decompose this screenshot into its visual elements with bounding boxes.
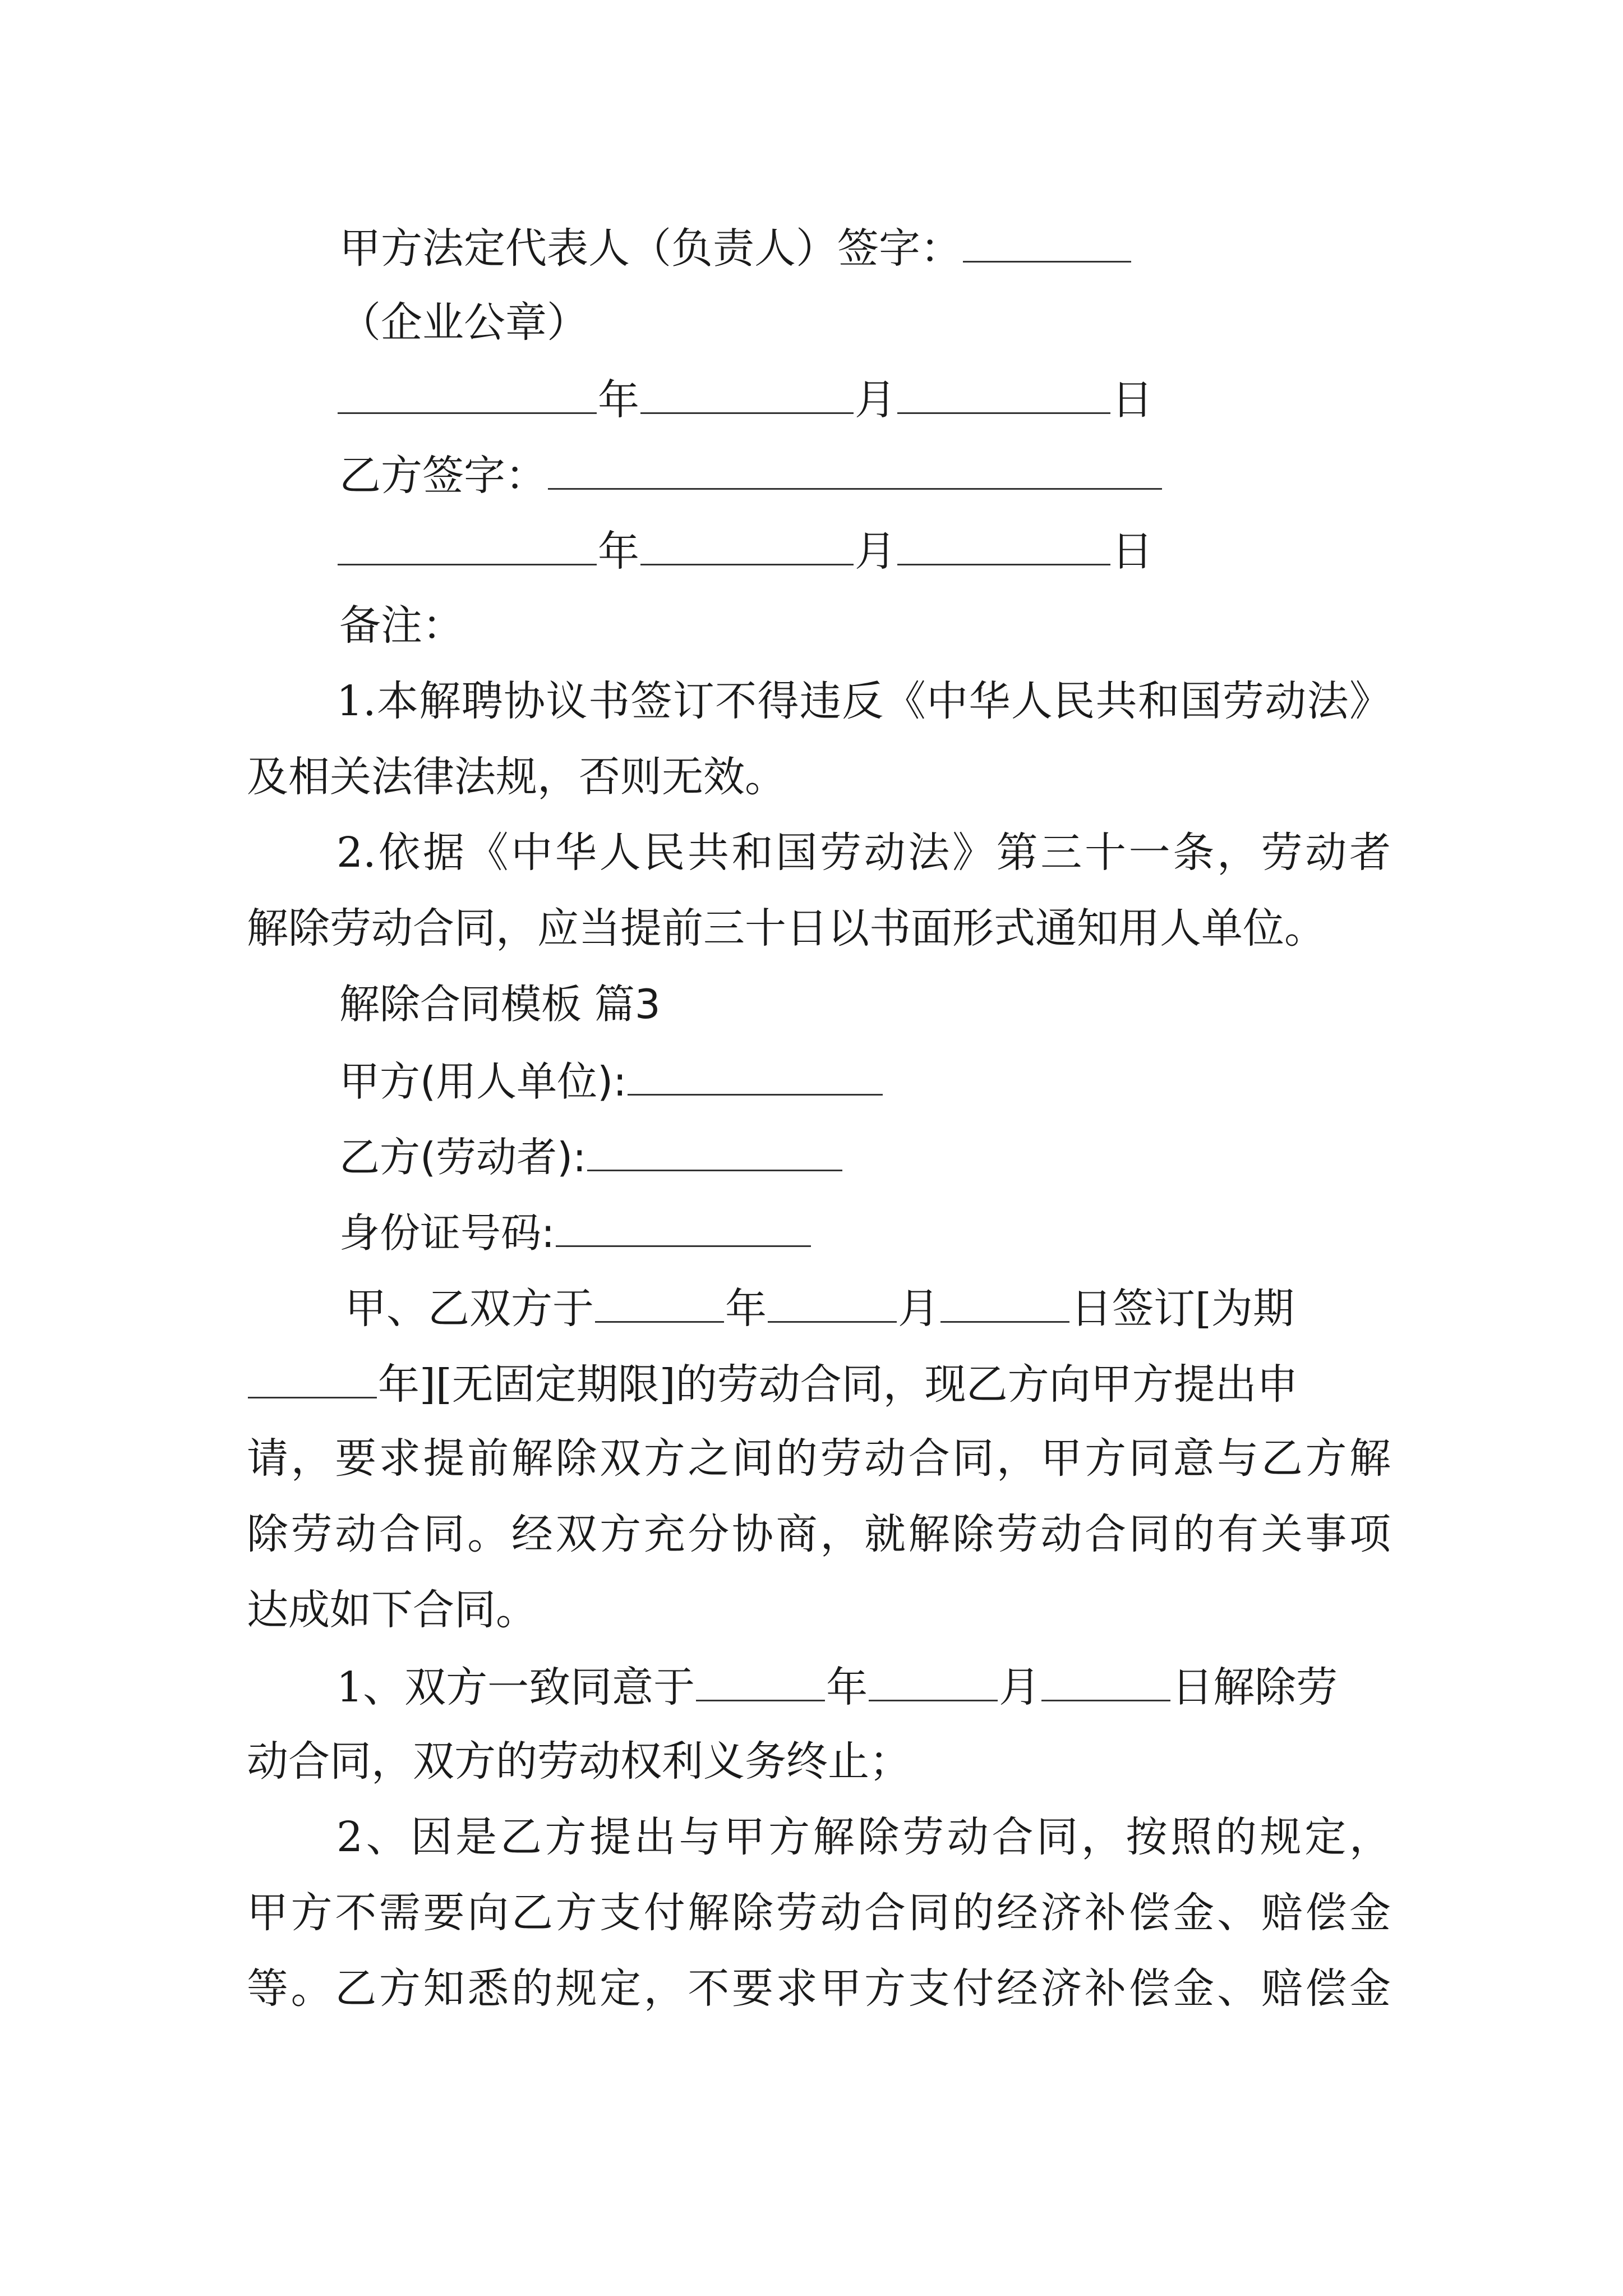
year-label: 年 <box>598 527 639 576</box>
note-item-2-line-1: 2.依据《中华人民共和国劳动法》第三十一条，劳动者 <box>336 829 1391 877</box>
party-b-signature-line <box>339 449 1163 501</box>
clause-2-line-2: 甲方不需要向乙方支付解除劳动合同的经济补偿金、赔偿金 <box>247 1889 1391 1937</box>
terminate-year-blank[interactable] <box>696 1660 825 1701</box>
legal-rep-signature-label: 甲方法定代表人（负责人）签字： <box>339 224 962 273</box>
legal-rep-signature-line <box>339 222 1132 274</box>
intro-line-5: 达成如下合同。 <box>247 1586 537 1634</box>
terminate-year-label: 年 <box>826 1663 868 1711</box>
intro-line-1 <box>345 1282 1294 1334</box>
terminate-month-label: 月 <box>999 1663 1041 1711</box>
notes-title: 备注： <box>339 601 464 650</box>
clause-1-line-1 <box>336 1660 1338 1713</box>
intro-start-text: 甲、乙双方于 <box>345 1285 594 1333</box>
year-blank[interactable] <box>338 373 597 414</box>
term-years-blank[interactable] <box>248 1358 377 1398</box>
party-b-line <box>339 1130 843 1182</box>
clause-1-line-2: 动合同，双方的劳动权利义务终止； <box>247 1737 911 1786</box>
sign-month-blank[interactable] <box>768 1282 897 1323</box>
sign-year-blank[interactable] <box>595 1282 724 1323</box>
intro-line-4: 除劳动合同。经双方充分协商，就解除劳动合同的有关事项 <box>247 1510 1391 1558</box>
intro-line-2 <box>247 1358 1298 1410</box>
sign-day-blank[interactable] <box>940 1282 1069 1323</box>
party-b-label: 乙方(劳动者): <box>339 1134 587 1181</box>
sign-year-label: 年 <box>725 1285 767 1333</box>
day-label: 日 <box>1112 527 1153 576</box>
party-b-blank[interactable] <box>587 1130 842 1171</box>
month-blank[interactable] <box>640 373 854 414</box>
note-item-1-line-2: 及相关法律法规，否则无效。 <box>247 753 786 801</box>
id-number-blank[interactable] <box>556 1206 811 1247</box>
note-item-1-line-1: 1.本解聘协议书签订不得违反《中华人民共和国劳动法》 <box>336 677 1391 725</box>
day-label: 日 <box>1112 376 1153 424</box>
legal-rep-signature-blank[interactable] <box>963 222 1131 263</box>
id-number-line <box>339 1206 812 1258</box>
clause-1-rest-text: 日解除劳 <box>1172 1663 1338 1711</box>
day-blank[interactable] <box>897 373 1110 414</box>
date-line-party-a <box>336 373 1153 425</box>
note-item-2-line-2: 解除劳动合同，应当提前三十日以书面形式通知用人单位。 <box>247 904 1326 953</box>
clause-2-line-3: 等。乙方知悉的规定，不要求甲方支付经济补偿金、赔偿金 <box>247 1964 1391 2013</box>
company-seal-label: （企业公章） <box>339 298 588 347</box>
terminate-day-blank[interactable] <box>1041 1660 1170 1701</box>
sign-month-label: 月 <box>898 1285 939 1333</box>
sign-day-rest-text: 日签订[为期 <box>1071 1285 1294 1333</box>
section-heading: 解除合同模板 篇3 <box>339 981 661 1028</box>
month-label: 月 <box>855 527 896 576</box>
party-a-label: 甲方(用人单位): <box>339 1058 627 1105</box>
intro-line-3: 请，要求提前解除双方之间的劳动合同，甲方同意与乙方解 <box>247 1434 1391 1483</box>
month-blank[interactable] <box>640 524 854 565</box>
party-a-line <box>339 1055 884 1107</box>
party-b-signature-blank[interactable] <box>548 449 1162 490</box>
year-blank[interactable] <box>338 524 597 565</box>
day-blank[interactable] <box>897 524 1110 565</box>
id-number-label: 身份证号码: <box>339 1209 555 1257</box>
year-label: 年 <box>598 376 639 424</box>
intro-line-2-text: 年][无固定期限]的劳动合同，现乙方向甲方提出申 <box>378 1360 1298 1409</box>
party-a-blank[interactable] <box>628 1055 883 1096</box>
clause-1-start-text: 1、双方一致同意于 <box>336 1663 695 1711</box>
terminate-month-blank[interactable] <box>869 1660 998 1701</box>
clause-2-line-1: 2、因是乙方提出与甲方解除劳动合同，按照的规定， <box>336 1813 1391 1861</box>
month-label: 月 <box>855 376 896 424</box>
party-b-signature-label: 乙方签字： <box>339 452 547 500</box>
date-line-party-b <box>336 524 1153 577</box>
